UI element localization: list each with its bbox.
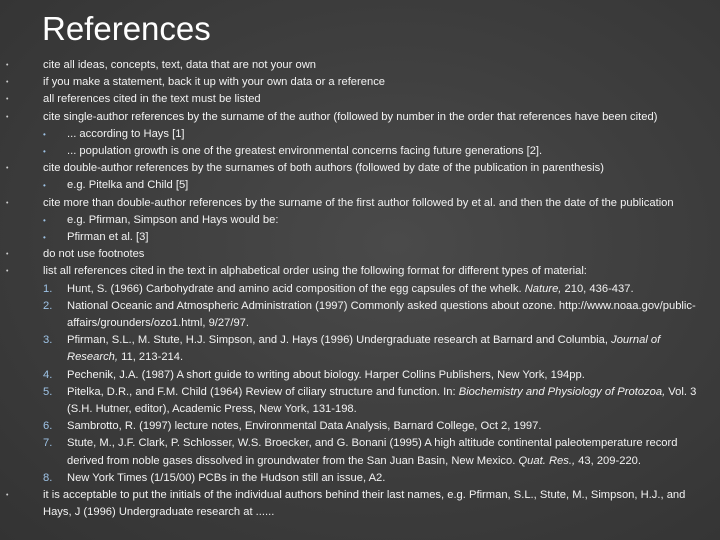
- reference-number: 2.: [43, 299, 53, 312]
- sub-bullet-icon: •: [43, 215, 46, 225]
- reference-text: Pitelka, D.R., and F.M. Child (1964) Review of ciliary structure and function. In:: [67, 385, 459, 398]
- reference-number: 1.: [43, 282, 53, 295]
- reference-text: Pfirman, S.L., M. Stute, H.J. Simpson, and J. Hays (1996) Undergraduate research at Barnard and Columbia,: [67, 334, 612, 347]
- bullet-icon: •: [6, 492, 9, 500]
- bullet-item: [0, 109, 720, 126]
- bullet-text: do not use footnotes: [43, 248, 145, 261]
- reference-entry: [0, 298, 720, 332]
- sub-bullet-icon: •: [43, 147, 46, 157]
- reference-text: Pechenik, J.A. (1987) A short guide to writing about biology. Harper Collins Publishers, New York, 194pp.: [67, 368, 585, 381]
- slide-body: [0, 57, 720, 521]
- reference-number: 4.: [43, 368, 53, 381]
- bullet-text: it is acceptable to put the initials of the individual authors behind their last names, e.g. Pfirman, S.L., Stute, M., Simpson, H.J., and Hays, J (1996) Undergraduate research at ......: [43, 489, 686, 519]
- bullet-icon: •: [6, 165, 9, 173]
- bullet-item: [0, 57, 720, 74]
- bullet-item: [0, 91, 720, 108]
- sub-bullet-text: ... population growth is one of the greatest environmental concerns facing future generations [2].: [67, 145, 543, 158]
- reference-text: Hunt, S. (1966) Carbohydrate and amino acid composition of the egg capsules of the whelk.: [67, 282, 525, 295]
- sub-bullet-text: e.g. Pitelka and Child [5]: [67, 179, 189, 192]
- reference-text-tail: 43, 209-220.: [575, 454, 641, 467]
- slide-title: References: [42, 10, 211, 47]
- reference-entry: [0, 418, 720, 435]
- reference-text: National Oceanic and Atmospheric Administration (1997) Commonly asked questions about ozone. http://www.noaa.gov/public-affairs/grounders/ozo1.html, 9/27/97.: [67, 299, 696, 330]
- bullet-text: all references cited in the text must be listed: [43, 93, 261, 106]
- sub-bullet-item: [0, 229, 720, 246]
- bullet-icon: •: [6, 96, 9, 104]
- bullet-icon: •: [6, 62, 9, 69]
- bullet-text: if you make a statement, back it up with your own data or a reference: [43, 76, 386, 89]
- reference-text: New York Times (1/15/00) PCBs in the Hudson still an issue, A2.: [67, 471, 386, 484]
- bullet-text: cite double-author references by the surnames of both authors (followed by date of the publication in parenthesis): [43, 162, 604, 175]
- sub-bullet-item: [0, 126, 720, 143]
- sub-bullet-icon: •: [43, 181, 46, 191]
- bullet-icon: •: [6, 251, 9, 259]
- reference-text-tail: Vol. 3 (S.H. Hutner, editor), Academic Press, New York, 131-198.: [67, 385, 697, 416]
- reference-text-tail: 11, 213-214.: [118, 351, 184, 364]
- bullet-item: [0, 74, 720, 91]
- reference-entry: [0, 470, 720, 487]
- bullet-item: [0, 487, 720, 521]
- sub-bullet-item: [0, 177, 720, 194]
- bullet-icon: •: [6, 79, 9, 87]
- bullet-item: [0, 246, 720, 263]
- reference-source-italic: Biochemistry and Physiology of Protozoa,: [458, 385, 666, 398]
- sub-bullet-text: ... according to Hays [1]: [67, 127, 185, 140]
- bullet-text: cite all ideas, concepts, text, data that are not your own: [43, 59, 317, 71]
- reference-text: Sambrotto, R. (1997) lecture notes, Environmental Data Analysis, Barnard College, Oct 2, 1997.: [67, 420, 542, 433]
- sub-bullet-icon: •: [43, 129, 46, 139]
- bullet-icon: •: [6, 113, 9, 121]
- reference-number: 6.: [43, 420, 53, 433]
- bullet-icon: •: [6, 199, 9, 207]
- reference-entry: [0, 367, 720, 384]
- bullet-text: cite more than double-author references by the surname of the first author followed by et al. and then the date of the publication: [43, 196, 674, 209]
- sub-bullet-item: [0, 143, 720, 160]
- reference-entry: [0, 332, 720, 366]
- bullet-text: list all references cited in the text in alphabetical order using the following format for different types of material:: [43, 265, 587, 278]
- reference-number: 3.: [43, 334, 53, 347]
- sub-bullet-icon: •: [43, 233, 46, 243]
- reference-source-italic: Quat. Res.,: [518, 454, 576, 467]
- bullet-icon: •: [6, 268, 9, 276]
- reference-entry: [0, 435, 720, 469]
- sub-bullet-item: [0, 212, 720, 229]
- reference-number: 8.: [43, 471, 53, 484]
- sub-bullet-text: Pfirman et al. [3]: [67, 231, 149, 244]
- reference-text-tail: 210, 436-437.: [561, 282, 634, 295]
- reference-entry: [0, 281, 720, 298]
- reference-entry: [0, 384, 720, 418]
- reference-source-italic: Journal of Research,: [67, 334, 661, 364]
- reference-number: 7.: [43, 437, 53, 450]
- bullet-item: [0, 195, 720, 212]
- sub-bullet-text: e.g. Pfirman, Simpson and Hays would be:: [67, 213, 279, 226]
- bullet-text: cite single-author references by the surname of the author (followed by number in the order that references have been cited): [43, 110, 658, 123]
- reference-text: Stute, M., J.F. Clark, P. Schlosser, W.S. Broecker, and G. Bonani (1995) A high altitude continental paleotemperature record derived from noble gases dissolved in groundwater from the San Juan Basin, New Mexico.: [67, 437, 678, 467]
- bullet-item: [0, 263, 720, 280]
- reference-source-italic: Nature,: [524, 282, 562, 295]
- reference-number: 5.: [43, 385, 53, 398]
- bullet-item: [0, 160, 720, 177]
